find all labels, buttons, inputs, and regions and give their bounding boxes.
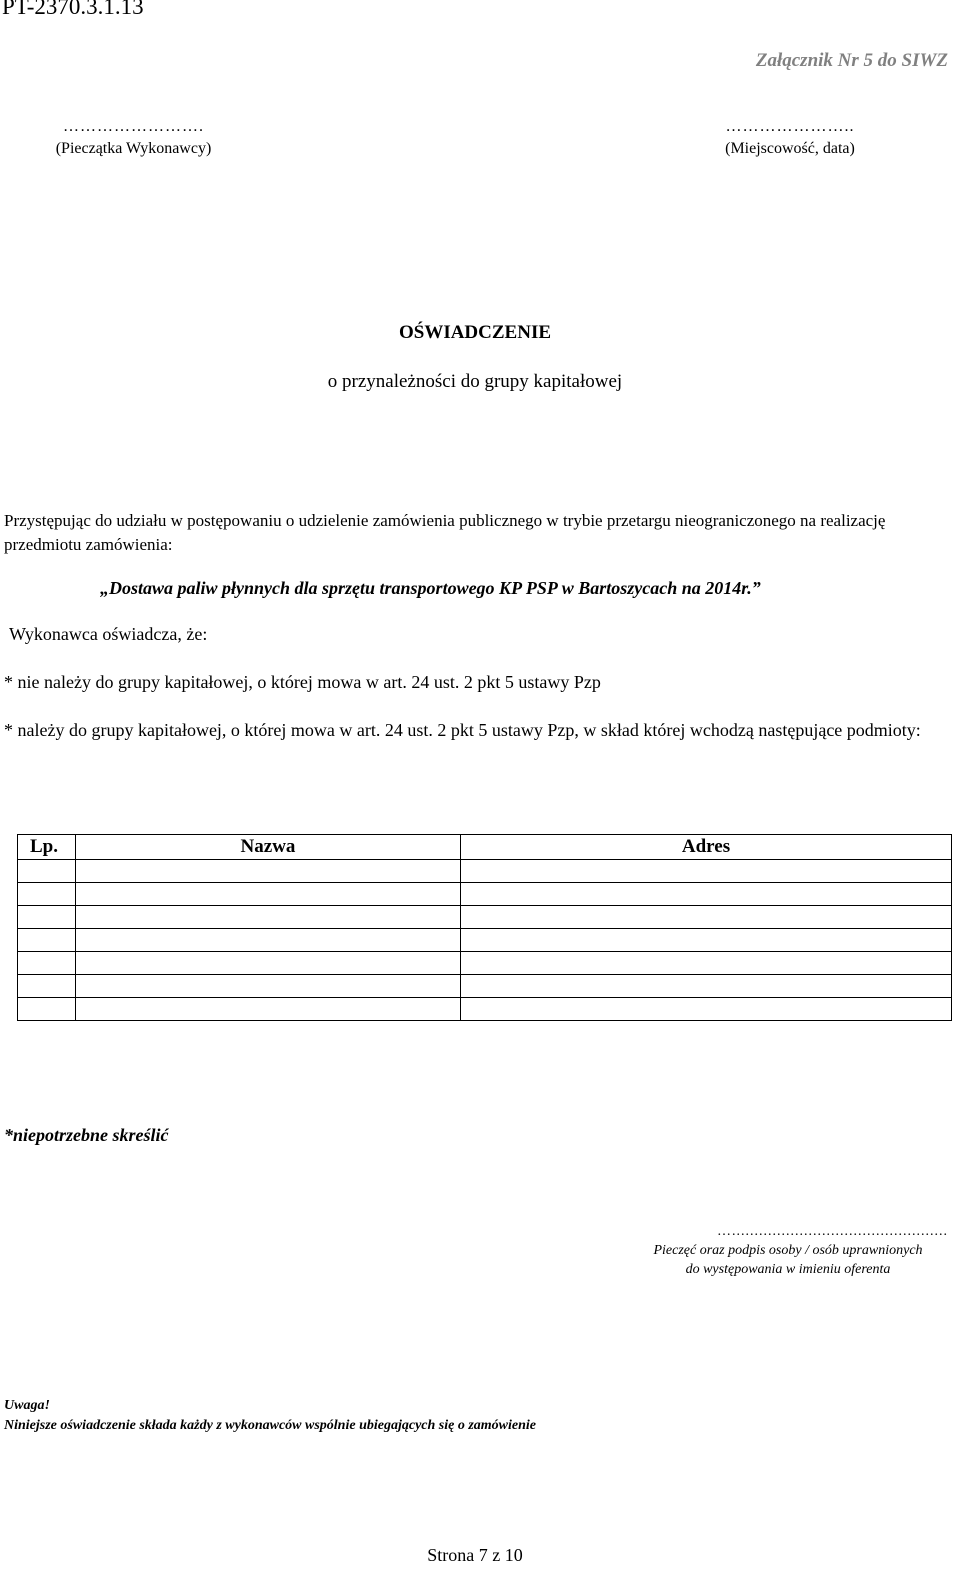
place-date-dots: ………………….. (725, 118, 855, 135)
table-row (18, 952, 952, 975)
document-title: OŚWIADCZENIE (398, 322, 552, 343)
table-cell (461, 975, 952, 998)
page-number: Strona 7 z 10 (427, 1545, 523, 1565)
stamp-block (26, 118, 241, 158)
table-cell (461, 929, 952, 952)
table-cell (18, 975, 76, 998)
entities-table (17, 834, 952, 1021)
table-cell (461, 906, 952, 929)
table-cell (76, 906, 461, 929)
header-name: Nazwa (76, 835, 461, 860)
strike-out-note: *niepotrzebne skreślić (4, 1125, 169, 1145)
table-row (18, 929, 952, 952)
intro-paragraph: Przystępując do udziału w postępowaniu o udzielenie zamówienia publicznego w trybie przetargu nieograniczonego na realizację przedmiotu zamówienia: (4, 511, 886, 554)
table-cell (18, 998, 76, 1021)
warning-text: Niniejsze oświadczenie składa każdy z wykonawców wspólnie ubiegających się o zamówienie (4, 1418, 536, 1433)
stamp-label: (Pieczątka Wykonawcy) (55, 140, 212, 157)
contractor-declares: Wykonawca oświadcza, że: (9, 624, 208, 644)
table-row (18, 906, 952, 929)
procurement-subject: „Dostawa paliw płynnych dla sprzętu transportowego KP PSP w Bartoszycach na 2014r.” (100, 578, 761, 598)
signature-line-1: Pieczęć oraz podpis osoby / osób uprawnionych (653, 1243, 923, 1258)
table-cell (18, 906, 76, 929)
table-row (18, 975, 952, 998)
signature-dots: …................................................ (717, 1224, 948, 1239)
table-row (18, 860, 952, 883)
document-subtitle: o przynależności do grupy kapitałowej (327, 371, 623, 392)
header-lp: Lp. (18, 835, 76, 860)
stamp-dots: ……………………. (63, 118, 204, 135)
table-cell (461, 860, 952, 883)
signature-block (628, 1222, 948, 1279)
table-cell (18, 860, 76, 883)
place-date-block (680, 118, 900, 158)
signature-line-2: do występowania w imieniu oferenta (685, 1262, 891, 1277)
header-address: Adres (461, 835, 952, 860)
table-cell (18, 883, 76, 906)
option-member: * należy do grupy kapitałowej, o której mowa w art. 24 ust. 2 pkt 5 ustawy Pzp, w skład której wchodzą następujące podmioty: (4, 720, 921, 740)
table-cell (76, 883, 461, 906)
table-cell (18, 952, 76, 975)
document-reference: PT-2370.3.1.13 (2, 0, 144, 19)
table-cell (461, 952, 952, 975)
place-date-label: (Miejscowość, data) (725, 140, 855, 157)
warning-label: Uwaga! (4, 1398, 50, 1413)
table-cell (76, 975, 461, 998)
table-cell (461, 883, 952, 906)
option-not-member: * nie należy do grupy kapitałowej, o której mowa w art. 24 ust. 2 pkt 5 ustawy Pzp (4, 672, 601, 692)
table-row (18, 883, 952, 906)
table-cell (76, 998, 461, 1021)
table-cell (76, 860, 461, 883)
table-cell (76, 929, 461, 952)
table-cell (461, 998, 952, 1021)
table-row (18, 998, 952, 1021)
table-cell (18, 929, 76, 952)
table-cell (76, 952, 461, 975)
annex-label: Załącznik Nr 5 do SIWZ (755, 50, 948, 71)
table-header-row (18, 835, 952, 860)
